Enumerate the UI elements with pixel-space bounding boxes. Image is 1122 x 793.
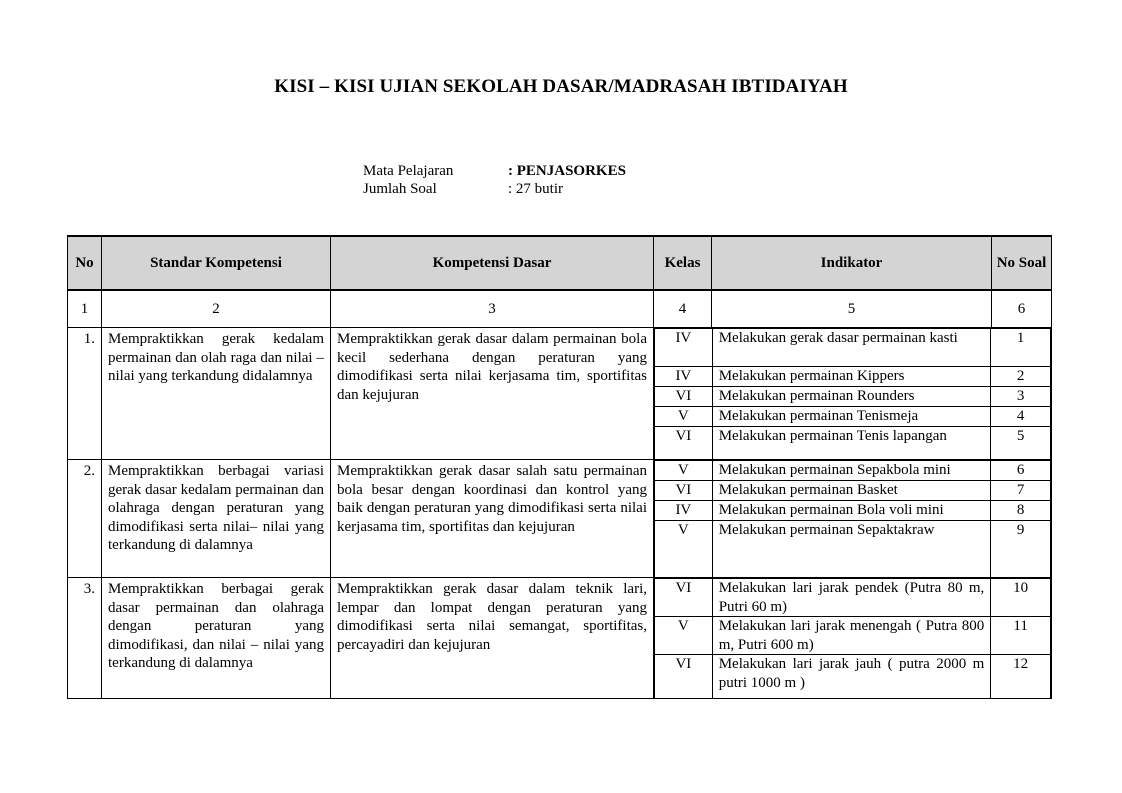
kelas-cell: IV <box>655 367 713 387</box>
col-number: 2 <box>102 290 331 328</box>
no-soal-cell: 1 <box>991 329 1051 367</box>
indikator-group <box>654 460 1052 578</box>
indikator-item <box>655 579 1051 617</box>
no-soal-cell: 8 <box>991 501 1051 521</box>
indikator-item <box>655 521 1051 578</box>
no-soal-cell: 3 <box>991 387 1051 407</box>
indikator-cell: Melakukan permainan Basket <box>712 481 991 501</box>
indikator-cell: Melakukan permainan Kippers <box>712 367 991 387</box>
kelas-cell: VI <box>655 481 713 501</box>
kisi-table <box>67 235 1052 699</box>
standar-kompetensi-cell: Mempraktikkan gerak kedalam permainan dan olah raga dan nilai – nilai yang terkandung didalamnya <box>102 328 331 460</box>
no-soal-cell: 12 <box>991 655 1051 699</box>
meta-info <box>363 162 626 198</box>
indikator-item <box>655 329 1051 367</box>
table-row <box>68 328 1052 460</box>
kelas-cell: VI <box>655 427 713 460</box>
kelas-cell: V <box>655 521 713 578</box>
indikator-cell: Melakukan permainan Sepaktakraw <box>712 521 991 578</box>
kompetensi-dasar-cell: Mempraktikkan gerak dasar salah satu permainan bola besar dengan koordinasi dan kontrol yang baik dengan peraturan yang dimodifikasi serta nilai kerjasama tim, sportifitas dan kejujuran <box>331 460 654 578</box>
header-standar-kompetensi: Standar Kompetensi <box>102 236 331 290</box>
kompetensi-dasar-cell: Mempraktikkan gerak dasar dalam teknik lari, lempar dan lompat dengan peraturan yang dimodifikasi serta nilai semangat, sportifitas, percayadiri dan kejujuran <box>331 578 654 699</box>
indikator-item <box>655 617 1051 655</box>
kelas-cell: VI <box>655 655 713 699</box>
indikator-cell: Melakukan permainan Tenis lapangan <box>712 427 991 460</box>
kompetensi-dasar-cell: Mempraktikkan gerak dasar dalam permainan bola kecil sederhana dengan peraturan yang dimodifikasi serta nilai kerjasama tim, sportifitas dan kejujuran <box>331 328 654 460</box>
indikator-subtable <box>654 328 1051 459</box>
subject-value: : PENJASORKES <box>508 163 626 179</box>
table-row <box>68 578 1052 699</box>
meta-count-row <box>363 180 626 198</box>
count-value: : 27 butir <box>508 181 563 197</box>
subject-label: Mata Pelajaran <box>363 163 454 179</box>
col-number: 5 <box>712 290 992 328</box>
indikator-group <box>654 578 1052 699</box>
indikator-cell: Melakukan gerak dasar permainan kasti <box>712 329 991 367</box>
no-soal-cell: 6 <box>991 461 1051 481</box>
indikator-item <box>655 387 1051 407</box>
no-soal-cell: 4 <box>991 407 1051 427</box>
header-no-soal: No Soal <box>992 236 1052 290</box>
indikator-cell: Melakukan permainan Bola voli mini <box>712 501 991 521</box>
indikator-cell: Melakukan lari jarak pendek (Putra 80 m, Putri 60 m) <box>712 579 991 617</box>
indikator-cell: Melakukan permainan Sepakbola mini <box>712 461 991 481</box>
kelas-cell: V <box>655 407 713 427</box>
no-soal-cell: 11 <box>991 617 1051 655</box>
kelas-cell: IV <box>655 501 713 521</box>
header-kelas: Kelas <box>654 236 712 290</box>
count-label: Jumlah Soal <box>363 181 437 197</box>
no-soal-cell: 10 <box>991 579 1051 617</box>
column-number-row <box>68 290 1052 328</box>
no-soal-cell: 7 <box>991 481 1051 501</box>
kelas-cell: IV <box>655 329 713 367</box>
col-number: 4 <box>654 290 712 328</box>
table-row <box>68 460 1052 578</box>
col-number: 3 <box>331 290 654 328</box>
indikator-item <box>655 655 1051 699</box>
indikator-subtable <box>654 578 1051 698</box>
indikator-cell: Melakukan permainan Rounders <box>712 387 991 407</box>
indikator-item <box>655 367 1051 387</box>
row-number: 3. <box>68 578 102 699</box>
no-soal-cell: 5 <box>991 427 1051 460</box>
header-kompetensi-dasar: Kompetensi Dasar <box>331 236 654 290</box>
indikator-group <box>654 328 1052 460</box>
indikator-cell: Melakukan lari jarak menengah ( Putra 800 m, Putri 600 m) <box>712 617 991 655</box>
row-number: 1. <box>68 328 102 460</box>
kelas-cell: VI <box>655 387 713 407</box>
kelas-cell: V <box>655 617 713 655</box>
col-number: 1 <box>68 290 102 328</box>
meta-subject-row <box>363 162 626 180</box>
kelas-cell: V <box>655 461 713 481</box>
standar-kompetensi-cell: Mempraktikkan berbagai gerak dasar permainan dan olahraga dengan peraturan yang dimodifikasi, dan nilai – nilai yang terkandung di dalamnya <box>102 578 331 699</box>
no-soal-cell: 2 <box>991 367 1051 387</box>
indikator-cell: Melakukan permainan Tenismeja <box>712 407 991 427</box>
header-indikator: Indikator <box>712 236 992 290</box>
standar-kompetensi-cell: Mempraktikkan berbagai variasi gerak dasar kedalam permainan dan olahraga dengan peraturan yang dimodifikasi serta nilai– nilai yang terkandung di dalamnya <box>102 460 331 578</box>
indikator-item <box>655 461 1051 481</box>
row-number: 2. <box>68 460 102 578</box>
indikator-item <box>655 481 1051 501</box>
indikator-item <box>655 501 1051 521</box>
indikator-cell: Melakukan lari jarak jauh ( putra 2000 m putri 1000 m ) <box>712 655 991 699</box>
col-number: 6 <box>992 290 1052 328</box>
indikator-subtable <box>654 460 1051 577</box>
document-title: KISI – KISI UJIAN SEKOLAH DASAR/MADRASAH IBTIDAIYAH <box>274 76 848 97</box>
indikator-item <box>655 427 1051 460</box>
table-header-row <box>68 236 1052 290</box>
header-no: No <box>68 236 102 290</box>
no-soal-cell: 9 <box>991 521 1051 578</box>
indikator-item <box>655 407 1051 427</box>
kelas-cell: VI <box>655 579 713 617</box>
